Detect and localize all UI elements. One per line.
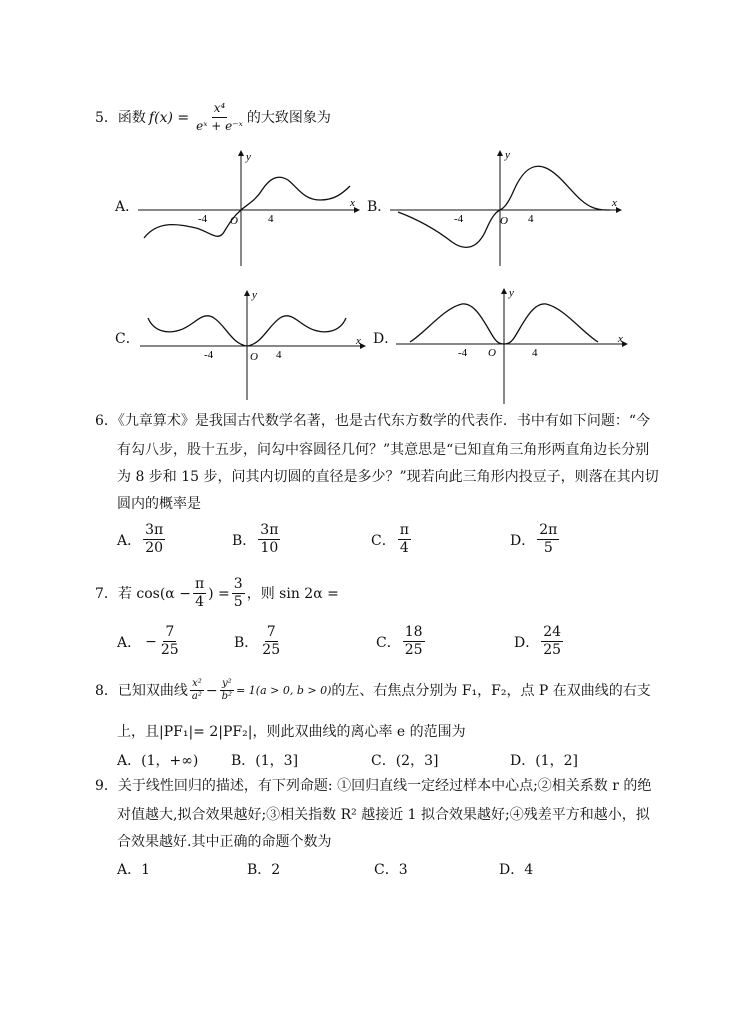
q6-option-c-den: 4 — [399, 540, 409, 556]
q7-option-a-num: 7 — [165, 624, 175, 640]
graph-c — [140, 288, 366, 400]
q8-frac1-den: a² — [191, 691, 202, 702]
graph-c-tick-neg: -4 — [204, 349, 214, 361]
q7-option-d-den: 25 — [543, 642, 562, 658]
q8-option-d-label: D．(1，2] — [510, 753, 578, 769]
graph-b-origin: O — [500, 215, 508, 227]
q7-option-d-num: 24 — [543, 624, 562, 640]
q8-option-c-label: C．(2，3] — [371, 753, 439, 769]
q7-mid: ) = — [208, 585, 230, 602]
graph-d-origin: O — [488, 347, 496, 359]
q7-option-b-num: 7 — [266, 624, 276, 640]
graph-a-x-arrow — [354, 207, 360, 213]
graph-c-x-label: x — [356, 335, 361, 347]
q9-option-a[interactable] — [117, 859, 150, 879]
graph-b-x-arrow — [616, 207, 622, 213]
q6-option-a-den: 20 — [145, 540, 164, 556]
graph-c-x-arrow — [360, 343, 366, 349]
q9-option-b[interactable] — [247, 859, 280, 879]
q7-frac1 — [193, 576, 206, 611]
q5-pre: 函数 — [117, 109, 146, 126]
q7-option-c-label: C． — [376, 634, 401, 651]
q7-frac2-den: 5 — [233, 594, 243, 610]
graph-b-y-arrow — [497, 150, 503, 156]
q5-number: 5． — [95, 109, 118, 126]
q6-option-a-label: A． — [117, 532, 142, 549]
q6-option-b-label: B． — [232, 532, 257, 549]
graph-a-y-arrow — [238, 150, 244, 156]
q7-option-b-den: 25 — [262, 642, 281, 658]
q7-option-d[interactable] — [514, 624, 565, 659]
q7-option-d-frac — [541, 624, 563, 659]
q8-frac2-num: y² — [222, 678, 232, 689]
q6-option-b[interactable] — [232, 522, 282, 557]
q6-option-a-frac — [143, 522, 165, 557]
graph-a-x-label: x — [350, 197, 355, 209]
graph-d-y-arrow — [501, 288, 507, 294]
graph-c-origin: O — [250, 351, 258, 363]
graph-b-x-label: x — [612, 197, 617, 209]
q7-option-b[interactable] — [234, 624, 284, 659]
q7-option-b-frac — [260, 624, 282, 659]
graph-b — [390, 148, 622, 266]
q8-stem — [95, 678, 651, 703]
q8-option-a-label: A．(1，+∞) — [117, 753, 199, 769]
q6-option-d-frac — [537, 522, 559, 557]
q9-line3: 合效果越好.其中正确的命题个数为 — [117, 834, 332, 850]
graph-c-label: C． — [115, 331, 140, 347]
q5-frac-num: x⁴ — [212, 100, 228, 118]
graph-b-y-label: y — [505, 149, 510, 161]
q8-frac2 — [220, 678, 234, 703]
q5-post: 的大致图象为 — [246, 109, 331, 126]
q6-option-c[interactable] — [371, 522, 413, 557]
q7-option-a-den: 25 — [160, 642, 179, 658]
q8-minus: − — [205, 682, 218, 699]
q8-frac2-den: b² — [221, 691, 233, 702]
q7-frac2 — [232, 576, 245, 611]
q6-line1: 6．《九章算术》是我国古代数学名著，也是古代东方数学的代表作．书中有如下问题：“今 — [95, 413, 651, 429]
q8-option-a[interactable] — [117, 750, 198, 770]
q8-option-c[interactable] — [371, 750, 438, 770]
q6-option-c-num: π — [399, 522, 409, 538]
graph-d-x-label: x — [618, 333, 623, 345]
q5-stem — [95, 100, 331, 135]
q9-option-c[interactable] — [374, 859, 408, 879]
graph-d-y-label: y — [509, 287, 514, 299]
graph-c-tick-pos: 4 — [276, 349, 282, 361]
graph-c-y-label: y — [252, 289, 257, 301]
graph-a-tick-pos: 4 — [268, 213, 274, 225]
q5-frac-den: eˣ + e⁻ˣ — [196, 119, 243, 133]
q8-frac1 — [190, 678, 204, 703]
q5-func: f(x) = — [148, 109, 190, 126]
q6-option-a[interactable] — [117, 522, 167, 557]
q7-option-a-sign: − — [145, 633, 157, 650]
q9-line1: 9．关于线性回归的描述，有下列命题: ①回归直线一定经过样本中心点;②相关系数 r 的绝 — [95, 778, 652, 794]
q6-option-a-num: 3π — [145, 522, 164, 538]
q6-option-b-frac — [258, 522, 280, 557]
q8-cond: = 1(a > 0, b > 0) — [236, 683, 332, 697]
q8-frac1-num: x² — [192, 678, 202, 689]
q8-option-b-label: B．(1，3] — [231, 753, 299, 769]
graph-d-label: D． — [373, 331, 399, 347]
q6-option-d[interactable] — [510, 522, 561, 557]
q7-post: ，则 sin 2α = — [246, 585, 339, 602]
q6-option-c-frac — [398, 522, 411, 557]
q8-number: 8． — [95, 682, 118, 699]
q9-option-d-label: D．4 — [499, 862, 534, 878]
graph-b-tick-pos: 4 — [528, 213, 534, 225]
q6-option-d-num: 2π — [539, 522, 558, 538]
graph-b-label: B． — [367, 199, 392, 215]
graph-d — [396, 286, 628, 404]
q7-option-d-label: D． — [514, 634, 540, 651]
q8-post: 的左、右焦点分别为 F₁，F₂，点 P 在双曲线的右支 — [331, 682, 651, 699]
graph-a-y-label: y — [246, 151, 251, 163]
graph-a-label: A． — [115, 199, 140, 215]
q7-option-c-frac — [403, 624, 425, 659]
graph-a-origin: O — [230, 215, 238, 227]
graph-b-curve — [398, 166, 610, 247]
graph-d-x-arrow — [622, 341, 628, 347]
q7-option-c[interactable] — [376, 624, 427, 659]
q7-frac1-den: 4 — [195, 594, 204, 610]
q7-option-a-label: A． — [117, 634, 142, 651]
q7-number: 7． — [95, 585, 118, 602]
q6-option-c-label: C． — [371, 532, 396, 549]
q6-option-d-den: 5 — [543, 540, 553, 556]
q6-line3: 为 8 步和 15 步，问其内切圆的直径是多少？”现若向此三角形内投豆子，则落在其内切 — [117, 469, 659, 485]
q9-option-c-label: C．3 — [374, 862, 408, 878]
q7-pre: 若 cos(α − — [117, 585, 191, 602]
q7-option-c-den: 25 — [404, 642, 423, 658]
q9-line2: 对值越大,拟合效果越好;③相关指数 R² 越接近 1 拟合效果越好;④残差平方和越小，拟 — [117, 807, 650, 823]
q5-fraction — [194, 100, 245, 135]
q9-option-d[interactable] — [499, 859, 533, 879]
q7-frac2-num: 3 — [233, 576, 243, 592]
q6-line2: 有勾八步，股十五步，问勾中容圆径几何？”其意思是“已知直角三角形两直角边长分别 — [117, 442, 650, 458]
q8-option-d[interactable] — [510, 750, 578, 770]
q7-stem — [95, 576, 339, 611]
graph-a-curve — [144, 177, 350, 238]
graph-a — [138, 148, 360, 266]
q6-option-b-den: 10 — [260, 540, 279, 556]
q7-frac1-num: π — [194, 576, 205, 592]
q7-option-a-frac — [159, 624, 181, 659]
graph-d-tick-pos: 4 — [532, 347, 538, 359]
q6-line4: 圆内的概率是 — [117, 496, 201, 512]
q7-option-a[interactable] — [117, 624, 183, 659]
graph-b-tick-neg: -4 — [454, 213, 464, 225]
graph-c-y-arrow — [244, 290, 250, 296]
q8-option-b[interactable] — [231, 750, 298, 770]
q9-option-a-label: A．1 — [117, 862, 151, 878]
q6-option-b-num: 3π — [260, 522, 279, 538]
q8-pre: 已知双曲线 — [117, 682, 188, 699]
q7-option-b-label: B． — [234, 634, 259, 651]
graph-a-tick-neg: -4 — [198, 213, 208, 225]
graph-d-tick-neg: -4 — [458, 347, 468, 359]
q8-line2: 上，且|PF₁|= 2|PF₂|，则此双曲线的离心率 e 的范围为 — [117, 724, 466, 740]
q7-option-c-num: 18 — [404, 624, 423, 640]
q9-option-b-label: B．2 — [247, 862, 281, 878]
q6-option-d-label: D． — [510, 532, 536, 549]
